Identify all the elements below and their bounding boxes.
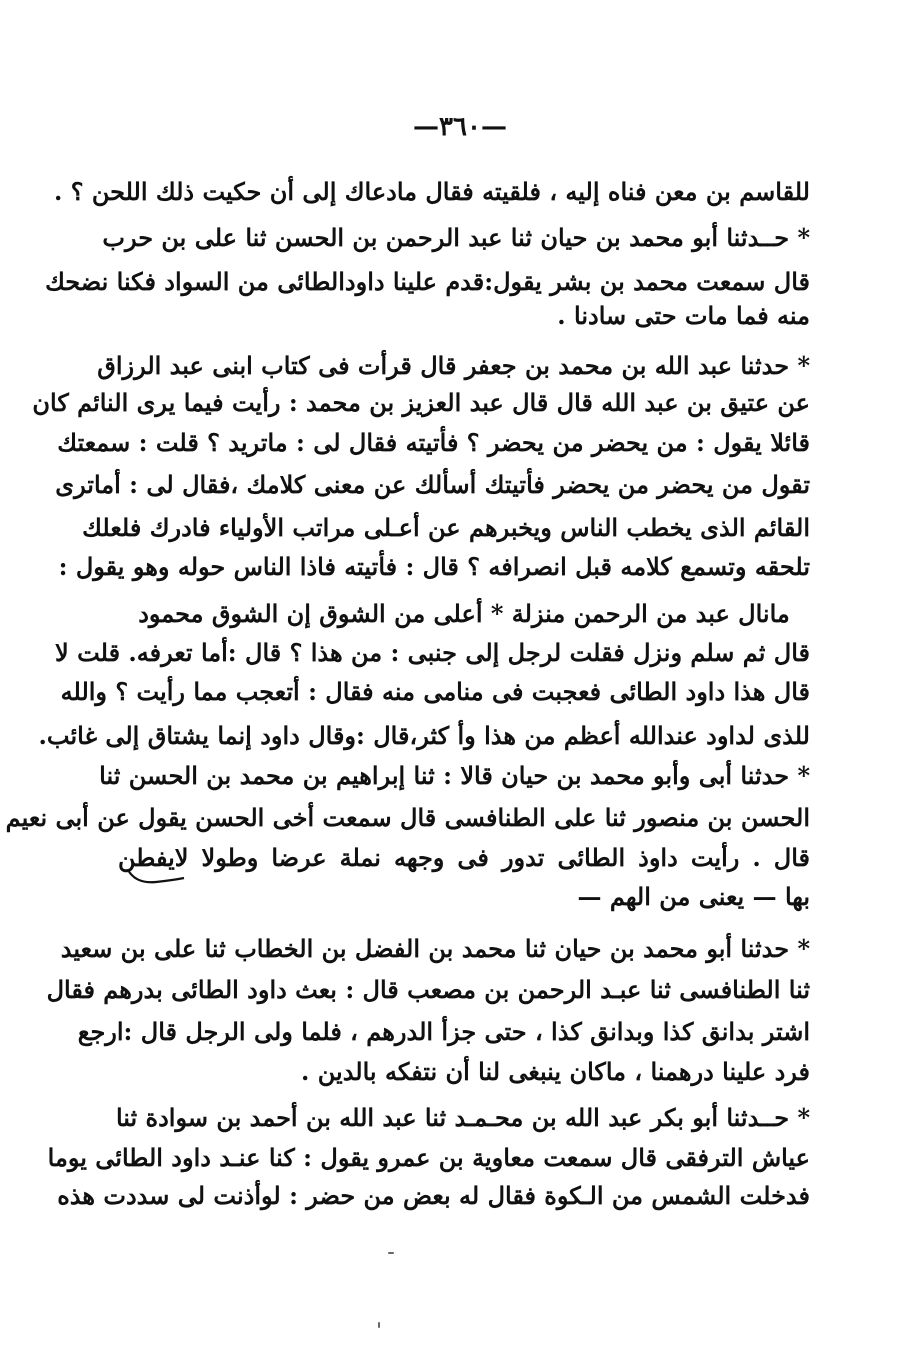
text-line: منه فما مات حتى سادنا .: [557, 301, 810, 330]
text-line: * حدثنا أبى وأبو محمد بن حيان قالا : ثنا إبراهيم بن محمد بن الحسن ثنا: [99, 761, 810, 790]
ink-stroke-mark: [126, 864, 186, 886]
print-speck: [378, 1322, 380, 1328]
text-line: * حدثنا عبد الله بن محمد بن جعفر قال قرأت فى كتاب ابنى عبد الرزاق: [97, 351, 810, 380]
text-line: فرد علينا درهمنا ، ماكان ينبغى لنا أن نتفكه بالدين .: [301, 1057, 810, 1086]
print-speck: [388, 1252, 394, 1254]
text-line: فدخلت الشمس من الـكوة فقال له بعض من حضر : لوأذنت لى سددت هذه: [57, 1181, 810, 1210]
text-line: عياش الترفقى قال سمعت معاوية بن عمرو يقول : كنا عنـد داود الطائى يوما: [47, 1143, 810, 1172]
text-line: ثنا الطنافسى ثنا عبـد الرحمن بن مصعب قال : بعث داود الطائى بدرهم فقال: [46, 975, 810, 1004]
text-line: القائم الذى يخطب الناس ويخبرهم عن أعـلى مراتب الأولياء فادرك فلعلك: [82, 513, 810, 542]
text-line: قال هذا داود الطائى فعجبت فى منامى منه فقال : أتعجب مما رأيت ؟ والله: [60, 677, 810, 706]
text-line: عن عتيق بن عبد الله قال قال عبد العزيز بن محمد : رأيت فيما يرى النائم كان: [32, 388, 810, 417]
text-line: قال ثم سلم ونزل فقلت لرجل إلى جنبى : من هذا ؟ قال :أما تعرفه. قلت لا: [55, 638, 810, 667]
text-line: اشتر بدانق كذا وبدانق كذا ، حتى جزأ الدرهم ، فلما ولى الرجل قال :ارجع: [77, 1017, 810, 1046]
text-line: للقاسم بن معن فناه إليه ، فلقيته فقال مادعاك إلى أن حكيت ذلك اللحن ؟ .: [54, 177, 810, 206]
page-number: —٣٦٠—: [413, 112, 507, 142]
text-line: للذى لداود عندالله أعظم من هذا وأ كثر،قال :وقال داود إنما يشتاق إلى غائب.: [38, 721, 810, 750]
text-line: * حــدثنا أبو بكر عبد الله بن محـمـد ثنا عبد الله بن أحمد بن سوادة ثنا: [115, 1103, 810, 1132]
text-line: بها — يعنى من الهم —: [577, 882, 810, 911]
text-line: قائلا يقول : من يحضر من يحضر ؟ فأتيته فقال لى : ماتريد ؟ قلت : سمعتك: [57, 428, 810, 457]
text-line: تقول من يحضر من يحضر فأتيتك أسألك عن معنى كلامك ،فقال لى : أماترى: [55, 470, 810, 499]
text-line: * حدثنا أبو محمد بن حيان ثنا محمد بن الفضل بن الخطاب ثنا على بن سعيد: [60, 934, 810, 963]
text-line: تلحقه وتسمع كلامه قبل انصرافه ؟ قال : فأتيته فاذا الناس حوله وهو يقول :: [58, 552, 810, 581]
text-line: الحسن بن منصور ثنا على الطنافسى قال سمعت أخى الحسن يقول عن أبى نعيم: [5, 803, 810, 832]
text-line: قال سمعت محمد بن بشر يقول:قدم علينا داودالطائى من السواد فكنا نضحك: [45, 267, 810, 296]
text-line: * حــدثنا أبو محمد بن حيان ثنا عبد الرحمن بن الحسن ثنا على بن حرب: [102, 223, 810, 252]
text-line: قال . رأيت داوذ الطائى تدور فى وجهه نملة عرضا وطولا لايفطن: [118, 843, 810, 872]
verse-line: مانال عبد من الرحمن منزلة * أعلى من الشوق إن الشوق محمود: [138, 599, 790, 628]
